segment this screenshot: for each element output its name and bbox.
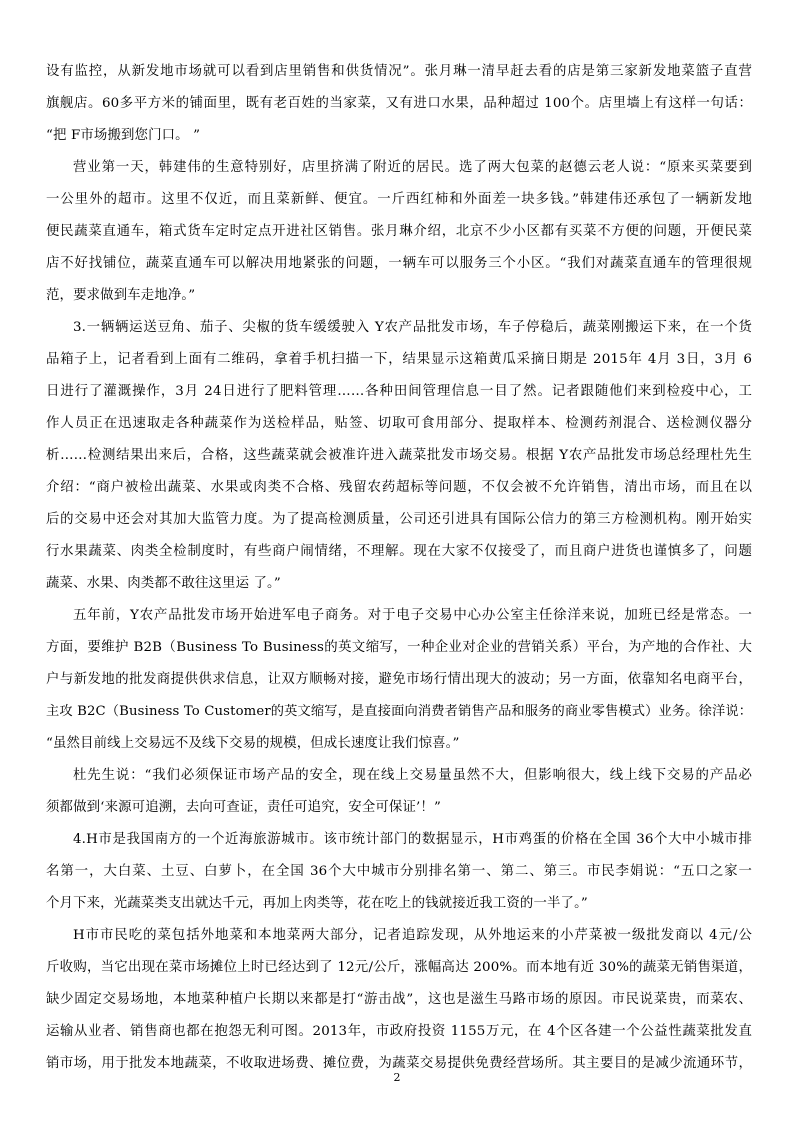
text-line: 五年前，Y农产品批发市场开始进军电子商务。对于电子交易中心办公室主任徐洋来说，加班已经是常态。一 [73,608,752,623]
text-line: 4.H市是我国南方的一个近海旅游城市。该市统计部门的数据显示，H市鸡蛋的价格在全国 36个大中小城市排 [73,832,752,847]
text-line: 杜先生说：“我们必须保证市场产品的安全，现在线上交易量虽然不大，但影响很大，线上线下交易的产品必 [73,768,752,783]
text-line: 运输从业者、销售商也都在抱怨无利可图。2013年，市政府投资 1155万元，在 4个区各建一个公益性蔬菜批发直 [46,1024,752,1039]
text-line: 销市场，用于批发本地蔬菜，不收取进场费、摊位费，为蔬菜交易提供免费经营场所。其主要目的是减少流通环节， [46,1056,752,1071]
text-line: 店不好找铺位，蔬菜直通车可以解决用地紧张的问题，一辆车可以服务三个小区。“我们对蔬菜直通车的管理很规 [46,256,752,271]
text-line: 主攻 B2C（Business To Customer的英文缩写，是直接面向消费者销售产品和服务的商业零售模式）业务。徐洋说： [46,704,753,719]
text-line: 便民蔬菜直通车，箱式货车定时定点开进社区销售。张月琳介绍，北京不少小区都有买菜不方便的问题，开便民菜 [46,224,752,239]
text-line: 个月下来，光蔬菜类支出就达千元，再加上肉类等，花在吃上的钱就接近我工资的一半了。” [46,896,588,911]
text-line: 蔬菜、水果、肉类都不敢往这里运 了。” [46,576,281,591]
text-line: 范，要求做到车走地净。” [46,288,196,303]
page-number: 2 [393,1071,401,1084]
text-line: 介绍：“商户被检出蔬菜、水果或肉类不合格、残留农药超标等问题，不仅会被不允许销售，清出市场，而且在以 [46,480,752,495]
text-line: H市市民吃的菜包括外地菜和本地菜两大部分，记者追踪发现，从外地运来的小芹菜被一级批发商以 4元/公 [73,928,752,943]
text-line: 户与新发地的批发商提供供求信息，让双方顺畅对接，避免市场行情出现大的波动；另一方面，依靠知名电商平台， [46,672,752,687]
text-line: 3.一辆辆运送豆角、茄子、尖椒的货车缓缓驶入 Y农产品批发市场，车子停稳后，蔬菜刚搬运下来，在一个货 [73,320,752,335]
text-line: 品箱子上，记者看到上面有二维码，拿着手机扫描一下，结果显示这箱黄瓜采摘日期是 2015年 4月 3日，3月 6 [46,352,752,367]
text-line: 斤收购，当它出现在菜市场摊位上时已经达到了 12元/公斤，涨幅高达 200%。而本地有近 30%的蔬菜无销售渠道， [46,960,752,975]
text-line: “把 F市场搬到您门口。 ” [46,128,201,143]
text-line: 后的交易中还会对其加大监管力度。为了提高检测质量，公司还引进具有国际公信力的第三方检测机构。刚开始实 [46,512,752,527]
text-line: 析……检测结果出来后，合格，这些蔬菜就会被准许进入蔬菜批发市场交易。根据 Y农产品批发市场总经理杜先生 [46,448,752,463]
text-line: 作人员正在迅速取走各种蔬菜作为送检样品，贴签、切取可食用部分、提取样本、检测药剂混合、送检测仪器分 [46,416,752,431]
text-line: 设有监控，从新发地市场就可以看到店里销售和供货情况”。张月琳一清早赶去看的店是第三家新发地菜篮子直营 [46,64,752,79]
text-line: 缺少固定交易场地，本地菜种植户长期以来都是打“游击战”，这也是滋生马路市场的原因。市民说菜贵，而菜农、 [46,992,752,1007]
text-line: 日进行了灌溉操作，3月 24日进行了肥料管理……各种田间管理信息一目了然。记者跟随他们来到检疫中心，工 [46,384,752,399]
text-line: “虽然目前线上交易远不及线下交易的规模，但成长速度让我们惊喜。” [46,736,460,751]
text-line: 方面，要维护 B2B（Business To Business的英文缩写，一种企业对企业的营销关系）平台，为产地的合作社、大 [46,640,752,655]
text-line: 行水果蔬菜、肉类全检制度时，有些商户闹情绪，不理解。现在大家不仅接受了，而且商户进货也谨慎多了，问题 [46,544,752,559]
text-line: 旗舰店。60多平方米的铺面里，既有老百姓的当家菜，又有进口水果，品种超过 100个。店里墙上有这样一句话： [46,96,752,111]
text-line: 营业第一天，韩建伟的生意特别好，店里挤满了附近的居民。选了两大包菜的赵德云老人说：“原来买菜要到 [73,160,752,175]
text-line: 一公里外的超市。这里不仅近，而且菜新鲜、便宜。一斤西红柿和外面差一块多钱。”韩建伟还承包了一辆新发地 [46,192,752,207]
text-line: 名第一，大白菜、土豆、白萝卜，在全国 36个大中城市分别排名第一、第二、第三。市民李娟说：“五口之家一 [46,864,752,879]
text-line: 须都做到‘来源可追溯，去向可查证，责任可追究，安全可保证’！” [46,800,441,815]
